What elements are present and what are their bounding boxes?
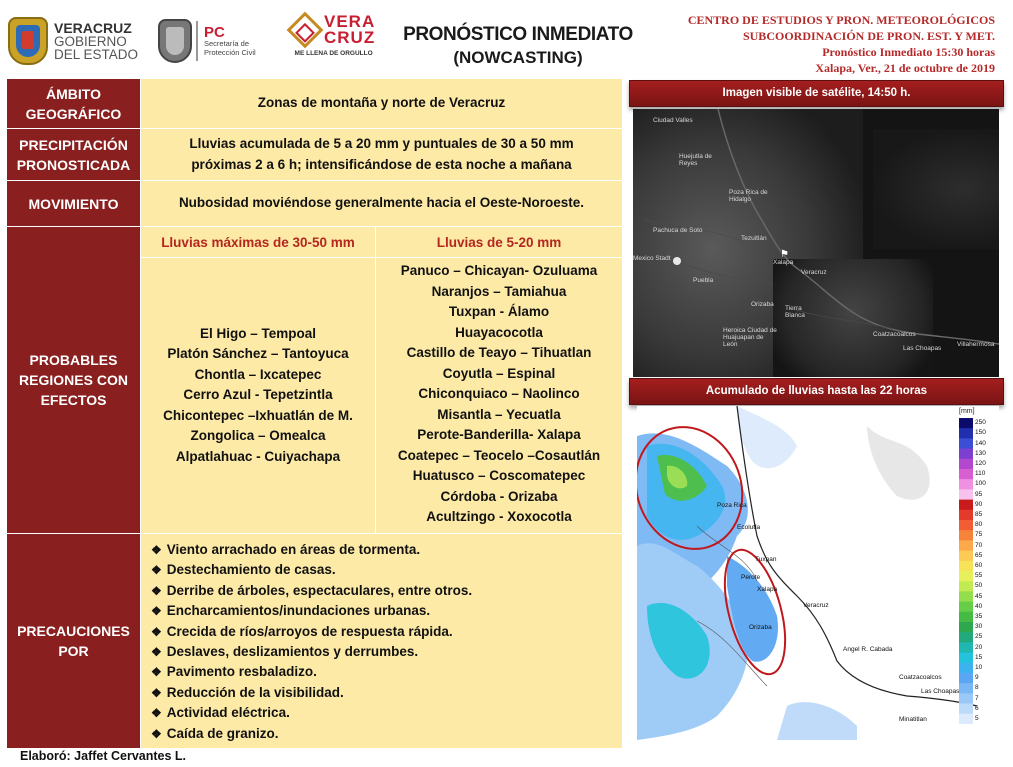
precaution-text: Reducción de la visibilidad. <box>166 684 344 700</box>
state-seal-icon <box>158 19 192 63</box>
map-label: Angel R. Cabada <box>843 646 893 653</box>
colorbar-swatch <box>959 469 973 480</box>
org-line: Xalapa, Ver., 21 de octubre de 2019 <box>815 61 995 75</box>
colorbar-label: 75 <box>975 531 983 539</box>
table-row <box>7 181 623 227</box>
map-label: Las Choapas <box>921 688 960 695</box>
city-label: Mexico Stadt <box>633 255 671 262</box>
map-label: Veracruz <box>803 602 829 609</box>
colorbar-label: 85 <box>975 510 983 518</box>
precaution-text: Deslaves, deslizamientos y derrumbes. <box>166 644 419 660</box>
precautions-label <box>7 534 141 749</box>
org-line: Pronóstico Inmediato 15:30 horas <box>822 45 995 59</box>
list-item: Coyutla – Espinal <box>442 365 556 381</box>
colorbar-swatch <box>959 520 973 531</box>
list-item: Castillo de Teayo – Tihuatlan <box>406 345 592 360</box>
city-label: Heroica Ciudad de Huajuapan de León <box>723 327 777 348</box>
logo-line: DEL ESTADO <box>54 47 139 62</box>
city-label: Tierra Blanca <box>785 305 805 319</box>
label-line: POR <box>58 643 89 659</box>
list-item: Chiconquiaco – Naolinco <box>418 386 580 401</box>
colorbar-swatch <box>959 653 973 664</box>
map-label: Tuxpan <box>755 556 777 563</box>
colorbar-label: 50 <box>975 582 983 590</box>
colorbar-swatch <box>959 418 973 429</box>
label-line: ÁMBITO <box>46 85 101 102</box>
ambito-label <box>7 79 141 129</box>
list-item: Coatepec – Teocelo –Cosautlán <box>397 447 601 463</box>
colorbar-swatch <box>959 479 973 490</box>
colorbar-label: 80 <box>975 521 983 529</box>
label-line: GEOGRÁFICO <box>25 105 122 122</box>
colorbar-swatch <box>959 632 973 643</box>
cdmx-marker <box>673 257 681 265</box>
city-label: Villahermosa <box>957 341 995 348</box>
label-line: PRECAUCIONES <box>17 623 130 639</box>
satellite-banner: Imagen visible de satélite, 14:50 h. <box>629 80 1004 107</box>
title-line-2: (NOWCASTING) <box>453 48 583 67</box>
unit-label: [mm] <box>959 408 975 415</box>
colorbar-label: 120 <box>975 459 986 467</box>
city-label: Puebla <box>693 277 714 284</box>
colorbar-swatch <box>959 530 973 541</box>
list-item: Cerro Azul - Tepetzintla <box>183 387 333 403</box>
colorbar-swatch <box>959 673 973 684</box>
city-label: Tezuitlán <box>741 235 767 242</box>
colorbar-label: 100 <box>975 480 986 488</box>
title-line-1: PRONÓSTICO INMEDIATO <box>403 24 633 45</box>
map-label: Coatzacoalcos <box>899 674 942 681</box>
colorbar-label: 35 <box>975 612 983 620</box>
precaution-text: Actividad eléctrica. <box>166 705 290 721</box>
colorbar-swatch <box>959 551 973 562</box>
satellite-image <box>633 109 999 377</box>
list-item: Acultzingo - Xoxocotla <box>426 509 572 524</box>
colorbar-swatch <box>959 622 973 633</box>
diamond-bullet-icon: ❖ <box>151 726 162 741</box>
colorbar-swatch <box>959 663 973 674</box>
regions-label <box>7 227 141 534</box>
city-label: Orizaba <box>751 301 774 308</box>
list-item <box>151 683 622 703</box>
table-row <box>7 227 623 258</box>
colorbar-label: 15 <box>975 653 983 661</box>
vc-word: VERA <box>324 12 376 31</box>
colorbar-swatch <box>959 459 973 470</box>
diamond-bullet-icon: ❖ <box>151 604 162 619</box>
list-item: Platón Sánchez – Tantoyuca <box>167 346 349 362</box>
label-line: PRECIPITACIÓN <box>19 136 128 153</box>
colorbar-label: 110 <box>975 470 986 478</box>
colorbar-label: 90 <box>975 500 983 508</box>
diamond-bullet-icon: ❖ <box>151 563 162 578</box>
colorbar-label: 130 <box>975 449 986 457</box>
colorbar-label: 150 <box>975 429 986 437</box>
rain-accumulation-map <box>637 406 999 740</box>
table-row <box>7 79 623 129</box>
rain-accumulation-banner: Acumulado de lluvias hasta las 22 horas <box>629 378 1004 405</box>
map-label: Orizaba <box>749 624 772 631</box>
colorbar-label: 6 <box>975 704 979 712</box>
list-item <box>151 662 622 682</box>
colorbar-label: 8 <box>975 684 979 692</box>
city-label: Veracruz <box>801 269 827 276</box>
list-item <box>151 642 622 662</box>
colorbar <box>959 418 973 724</box>
list-item: Naranjos – Tamiahua <box>431 283 567 299</box>
vc-tagline: ME LLENA DE ORGULLO <box>294 50 373 58</box>
map-label: Perote <box>741 574 761 581</box>
pc-title: PC <box>204 23 225 41</box>
city-label: Pachuca de Soto <box>653 227 703 234</box>
colorbar-swatch <box>959 693 973 704</box>
precaution-text: Caída de granizo. <box>166 725 279 741</box>
list-item: Perote-Banderilla- Xalapa <box>417 427 581 442</box>
city-label: Las Choapas <box>903 345 942 352</box>
list-item: El Higo – Tempoal <box>199 325 316 341</box>
satellite-coastline <box>633 109 999 377</box>
list-item: Alpatlahuac - Cuiyachapa <box>175 448 341 464</box>
list-item: Panuco – Chicayan- Ozuluama <box>400 263 598 278</box>
author-footer: Elaboró: Jaffet Cervantes L. <box>20 749 187 763</box>
organization-info <box>688 12 995 76</box>
city-label: Ciudad Valles <box>653 117 693 124</box>
precaution-text: Viento arrachado en áreas de tormenta. <box>166 542 421 557</box>
colorbar-swatch <box>959 642 973 653</box>
precaution-text: Derribe de árboles, espectaculares, entre otros. <box>166 582 473 598</box>
precaution-text: Crecida de ríos/arroyos de respuesta rápida. <box>166 623 453 639</box>
map-label: Minatitlan <box>899 716 927 723</box>
colorbar-label: 45 <box>975 592 983 600</box>
precipitation-value <box>141 129 623 181</box>
movement-label: MOVIMIENTO <box>7 181 141 227</box>
value-line: próximas 2 a 6 h; intensificándose de esta noche a mañana <box>191 156 572 172</box>
list-item <box>151 724 622 744</box>
list-item: Huayacocotla <box>455 324 543 340</box>
list-item <box>151 540 622 560</box>
knot-icon <box>287 12 324 49</box>
colorbar-swatch <box>959 500 973 511</box>
logo-line: GOBIERNO <box>54 33 127 49</box>
pc-subtitle: Secretaría de <box>204 38 250 48</box>
diamond-bullet-icon: ❖ <box>151 624 162 639</box>
colorbar-swatch <box>959 612 973 623</box>
list-item: Córdoba - Orizaba <box>440 488 558 504</box>
colorbar-swatch <box>959 561 973 572</box>
colorbar-swatch <box>959 591 973 602</box>
org-line: CENTRO DE ESTUDIOS Y PRON. METEOROLÓGICOS <box>687 13 995 27</box>
map-label: Poza Rica <box>717 502 747 509</box>
list-item: Huatusco – Coscomatepec <box>412 468 586 483</box>
xalapa-marker-icon: ⚑ <box>780 249 789 260</box>
diamond-bullet-icon: ❖ <box>151 685 162 700</box>
colorbar-label: 9 <box>975 674 979 682</box>
list-item: Chontla – Ixcatepec <box>194 366 322 382</box>
org-line: SUBCOORDINACIÓN DE PRON. EST. Y MET. <box>742 29 995 43</box>
list-item: Zongolica – Omealca <box>190 428 326 444</box>
city-label: Huejutla de Reyes <box>679 153 712 167</box>
colorbar-swatch <box>959 449 973 460</box>
precautions-list <box>141 534 623 749</box>
colorbar-label: 95 <box>975 490 983 498</box>
veracruz-coat-of-arms-icon <box>8 17 48 65</box>
city-label: Coatzacoalcos <box>873 331 916 338</box>
list-item: Tuxpan - Álamo <box>448 304 550 319</box>
veracruz-brand-logo <box>292 14 375 68</box>
colorbar-label: 5 <box>975 714 979 722</box>
diamond-bullet-icon: ❖ <box>151 583 162 598</box>
colorbar-swatch <box>959 438 973 449</box>
colorbar-swatch <box>959 581 973 592</box>
diamond-bullet-icon: ❖ <box>151 645 162 660</box>
colorbar-swatch <box>959 428 973 439</box>
precaution-text: Pavimento resbaladizo. <box>166 664 317 680</box>
colorbar-label: 140 <box>975 439 986 447</box>
min-rain-header: Lluvias de 5-20 mm <box>376 227 623 258</box>
precaution-text: Destechamiento de casas. <box>166 562 336 578</box>
max-rain-regions <box>141 258 376 534</box>
page-title <box>392 24 644 68</box>
precipitation-label <box>7 129 141 181</box>
map-label: Ecolutla <box>737 524 761 531</box>
pc-subtitle: Protección Civil <box>204 47 256 57</box>
colorbar-swatch <box>959 540 973 551</box>
colorbar-swatch <box>959 510 973 521</box>
min-rain-regions <box>376 258 623 534</box>
colorbar-label: 250 <box>975 419 986 427</box>
diamond-bullet-icon: ❖ <box>151 706 162 721</box>
list-item <box>151 601 622 621</box>
colorbar-label: 55 <box>975 572 983 580</box>
proteccion-civil-logo <box>158 14 256 68</box>
colorbar-label: 70 <box>975 541 983 549</box>
map-label: Xalapa <box>757 586 778 593</box>
colorbar-label: 60 <box>975 561 983 569</box>
colorbar-swatch <box>959 571 973 582</box>
list-item: Misantla – Yecuatla <box>437 406 561 422</box>
colorbar-swatch <box>959 602 973 613</box>
list-item <box>151 703 622 723</box>
label-line: PROBABLES <box>29 352 118 368</box>
label-line: REGIONES CON <box>19 372 128 388</box>
label-line: PRONOSTICADA <box>16 156 131 173</box>
list-item <box>151 622 622 642</box>
movement-value: Nubosidad moviéndose generalmente hacia el Oeste-Noroeste. <box>141 181 623 227</box>
precaution-text: Encharcamientos/inundaciones urbanas. <box>166 603 431 619</box>
diamond-bullet-icon: ❖ <box>151 665 162 680</box>
value-line: Lluvias acumulada de 5 a 20 mm y puntuales de 30 a 50 mm <box>189 136 574 151</box>
logo-line: VERACRUZ <box>54 19 132 36</box>
colorbar-label: 25 <box>975 633 983 641</box>
forecast-table <box>6 78 623 749</box>
colorbar-swatch <box>959 489 973 500</box>
list-item: Chicontepec –Ixhuatlán de M. <box>163 407 353 423</box>
diamond-bullet-icon: ❖ <box>151 543 162 557</box>
city-label: Poza Rica de Hidalgo <box>729 189 768 203</box>
colorbar-label: 30 <box>975 623 983 631</box>
veracruz-government-logo <box>8 14 138 68</box>
colorbar-label: 65 <box>975 551 983 559</box>
colorbar-swatch <box>959 683 973 694</box>
label-line: EFECTOS <box>40 392 107 408</box>
colorbar-swatch <box>959 714 973 724</box>
colorbar-label: 7 <box>975 694 979 702</box>
colorbar-swatch <box>959 704 973 715</box>
colorbar-label: 40 <box>975 602 983 610</box>
table-row <box>7 129 623 181</box>
colorbar-label: 10 <box>975 663 983 671</box>
vc-word: CRUZ <box>324 28 376 48</box>
table-row <box>7 534 623 749</box>
colorbar-label: 20 <box>975 643 983 651</box>
city-label: Xalapa <box>773 259 794 266</box>
list-item <box>151 560 622 580</box>
max-rain-header: Lluvias máximas de 30-50 mm <box>141 227 376 258</box>
ambito-value: Zonas de montaña y norte de Veracruz <box>141 79 623 129</box>
list-item <box>151 581 622 601</box>
